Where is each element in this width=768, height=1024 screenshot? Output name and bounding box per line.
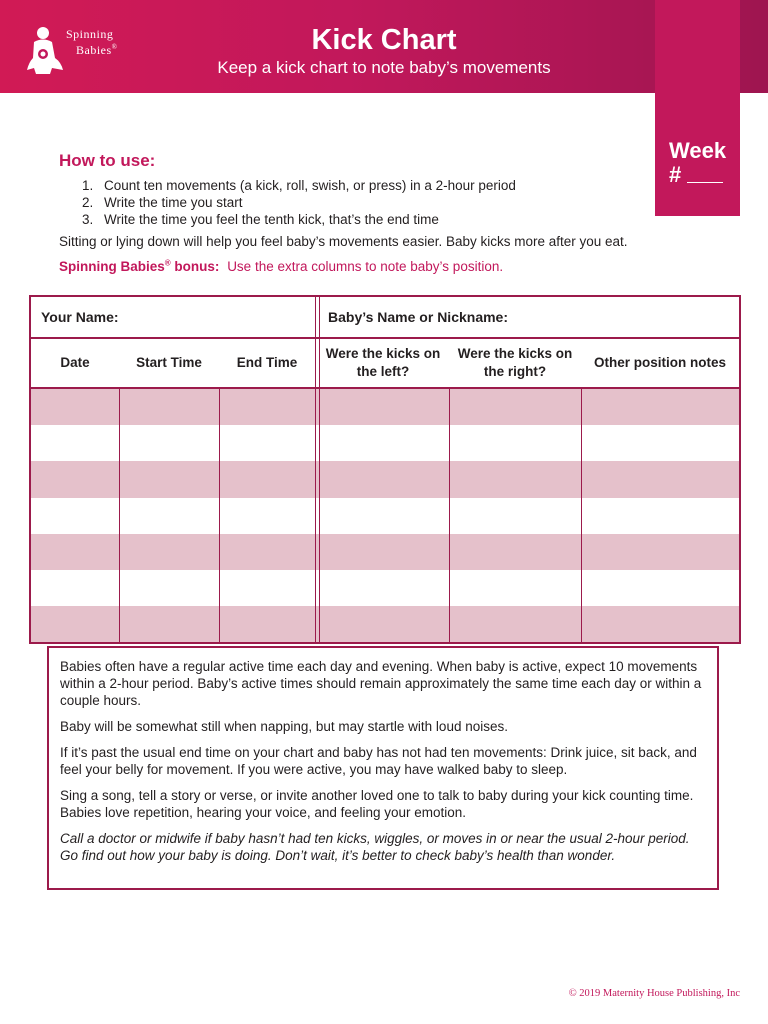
warning-paragraph: Call a doctor or midwife if baby hasn’t had ten kicks, wiggles, or moves in or near the usual 2-hour period. Go find out how your baby is doing. Don’t wait, it’s better to check baby’s health than wonder. [60,831,690,863]
column-header-text: Other position notes [593,355,726,370]
week-number-blank[interactable] [687,182,723,183]
table-row[interactable] [31,534,739,570]
column-header-text: End Time [236,355,298,370]
info-paragraph: Baby will be somewhat still when napping, but may startle with loud noises. [60,719,508,734]
column-header-text: Were the kicks on [457,346,573,361]
entry-rows [31,389,739,642]
bonus-tip [59,258,503,274]
step-number: 3. [82,212,94,227]
info-paragraph: Sing a song, tell a story or verse, or invite another loved one to talk to baby during your kick counting time. Babies love repetition, hearing your voice, and feeling your emotion. [60,788,694,820]
column-header-text: Date [60,355,90,370]
logo-line-2: Babies [76,43,112,57]
column-header-end-time [219,339,315,387]
column-divider [449,389,450,642]
step-item [82,211,516,228]
your-name-field[interactable] [41,297,119,337]
header-banner [0,0,768,93]
info-paragraph: Babies often have a regular active time each day and evening. When baby is active, expect 10 movements within a 2-hour period. Baby’s active times should remain approximately the same time each day or within a couple hours. [60,659,702,708]
column-header-right-kicks [449,339,581,387]
step-item [82,194,516,211]
step-text: Write the time you start [104,195,243,210]
logo-line-1: Spinning [66,27,114,41]
kick-chart-table [29,295,741,644]
week-label: Week [669,138,727,163]
column-header-date [31,339,119,387]
column-header-start-time [119,339,219,387]
table-row[interactable] [31,389,739,425]
bonus-text: Use the extra columns to note baby’s position. [227,258,504,274]
column-divider [219,389,220,642]
column-header-text: Were the kicks on [325,346,441,361]
column-header-position-notes [581,339,739,387]
table-row[interactable] [31,570,739,606]
how-to-use-heading: How to use: [59,151,156,170]
bonus-registered-mark: ® [164,258,171,267]
column-header-left-kicks [318,339,448,387]
bonus-suffix: bonus: [170,258,220,274]
info-box [47,646,719,890]
instruction-note: Sitting or lying down will help you feel baby’s movements easier. Baby kicks more after you eat. [59,234,628,249]
step-text: Count ten movements (a kick, roll, swish, or press) in a 2-hour period [104,178,516,193]
table-row[interactable] [31,425,739,461]
step-number: 1. [82,178,94,193]
column-header-text: the left? [356,364,410,379]
baby-name-label: Baby’s Name or Nickname: [328,309,508,325]
week-number-prefix: # [669,162,682,187]
name-row [31,297,739,339]
column-divider [119,389,120,642]
step-text: Write the time you feel the tenth kick, that’s the end time [104,212,439,227]
column-header-text: the right? [483,364,547,379]
your-name-label: Your Name: [41,309,119,325]
column-header-text: Start Time [136,355,202,370]
table-row[interactable] [31,498,739,534]
copyright-footer: © 2019 Maternity House Publishing, Inc [568,988,740,999]
logo-registered-mark: ® [111,43,118,51]
step-number: 2. [82,195,94,210]
table-row[interactable] [31,606,739,642]
page-subtitle: Keep a kick chart to note baby’s movements [217,58,551,77]
step-item [82,177,516,194]
table-row[interactable] [31,461,739,497]
info-paragraph: If it’s past the usual end time on your chart and baby has not had ten movements: Drink juice, sit back, and feel your belly for movement. If you were active, you may have walked baby to sleep. [60,745,697,777]
column-header-row [31,339,739,389]
column-divider [581,389,582,642]
baby-name-field[interactable] [328,297,508,337]
double-divider [315,297,320,642]
instruction-steps [82,177,516,228]
page-title: Kick Chart [311,24,457,56]
bonus-label: Spinning Babies [59,258,165,274]
week-tab [655,0,740,216]
